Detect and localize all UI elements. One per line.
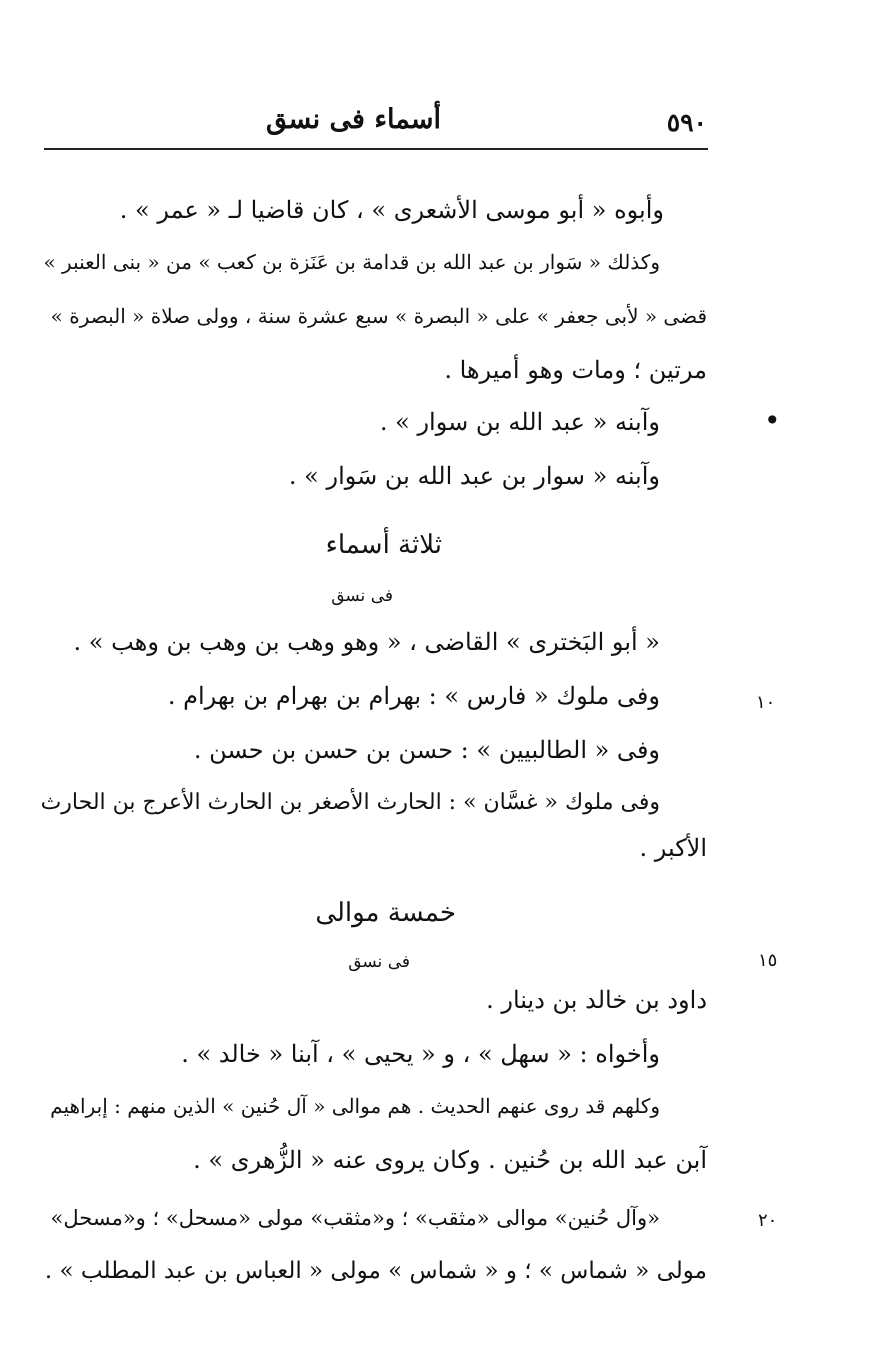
section-title-three-names: ثلاثة أسماء — [325, 530, 442, 560]
text-line-10: وفى ملوك « غسَّان » : الحارث الأصغر بن الحارث الأعرج بن الحارث — [40, 790, 660, 815]
margin-line-number-5: • — [764, 404, 781, 437]
text-line-9: وفى « الطالبيين » : حسن بن حسن بن حسن . — [193, 736, 660, 764]
text-line-3: قضى « لأبى جعفر » على « البصرة » سبع عشرة سنة ، وولى صلاة « البصرة » — [50, 304, 707, 328]
section-title-five-mawali: خمسة موالى — [315, 898, 456, 928]
text-line-11: الأكبر . — [639, 834, 707, 862]
text-line-4: مرتين ؛ ومات وهو أميرها . — [444, 356, 707, 384]
text-line-5: وآبنه « عبد الله بن سوار » . — [379, 408, 660, 436]
text-line-6: وآبنه « سوار بن عبد الله بن سَوار » . — [288, 462, 660, 490]
text-line-2: وكذلك « سَوار بن عبد الله بن قدامة بن عَنَزة بن كعب » من « بنى العنبر » — [43, 250, 660, 274]
page-number: ٥٩٠ — [666, 108, 707, 137]
section-subtitle-three-names: فى نسق — [331, 586, 393, 606]
text-line-15: آبن عبد الله بن حُنين . وكان يروى عنه « الزُّهرى » . — [193, 1146, 707, 1174]
margin-line-number-20: ٢٠ — [758, 1210, 778, 1231]
header-rule — [44, 148, 708, 150]
running-header-title: أسماء فى نسق — [266, 104, 441, 135]
text-line-12: داود بن خالد بن دينار . — [486, 986, 707, 1014]
text-line-17: مولى « شماس » ؛ و « شماس » مولى « العباس بن عبد المطلب » . — [44, 1258, 707, 1284]
margin-line-number-10: ١٠ — [756, 692, 776, 713]
text-line-16: «وآل حُنين» موالى «مثقب» ؛ و«مثقب» مولى «مسحل» ؛ و«مسحل» — [50, 1206, 660, 1230]
text-line-13: وأخواه : « سهل » ، و « يحيى » ، آبنا « خالد » . — [181, 1040, 660, 1068]
text-line-1: وأبوه « أبو موسى الأشعرى » ، كان قاضيا لـ « عمر » . — [119, 196, 664, 224]
section-subtitle-five-mawali: فى نسق — [348, 952, 410, 972]
text-line-14: وكلهم قد روى عنهم الحديث . هم موالى « آل حُنين » الذين منهم : إبراهيم — [50, 1094, 660, 1118]
text-line-7: « أبو البَخترى » القاضى ، « وهو وهب بن وهب بن وهب » . — [73, 628, 660, 656]
text-line-8: وفى ملوك « فارس » : بهرام بن بهرام بن بهرام . — [167, 682, 660, 710]
margin-line-number-15: ١٥ — [758, 950, 778, 971]
